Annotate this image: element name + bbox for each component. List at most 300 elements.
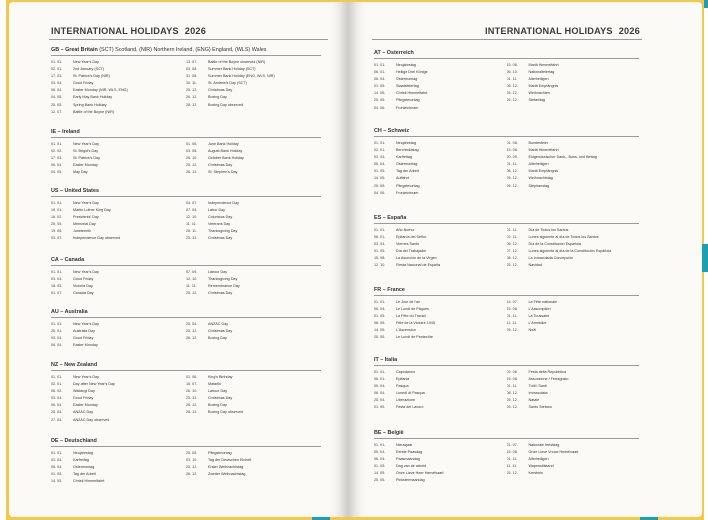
country-section-au [51,309,321,349]
holiday-name: Tag der Arbeit [73,472,96,477]
holiday-name: Good Friday [73,396,94,401]
holiday-name: Pfingstmontag [396,98,420,103]
holiday-name: Fête de la Victoire 1945 [396,321,435,326]
holiday-name: Summer Bank Holiday (SCT) [208,67,256,72]
holiday-row [507,140,640,147]
holiday-name: Le Lundi de Pâques [396,307,429,312]
country-section-ca [51,257,321,297]
holiday-columns [51,374,321,424]
holiday-date: 25. 12. [186,396,198,401]
holiday-row [186,200,321,207]
country-section-fr [374,287,639,342]
holiday-name: Tutti i Santi [528,384,547,389]
holiday-date: 06. 02. [51,389,63,394]
country-name: België [387,430,404,436]
holiday-date: 14. 05. [374,91,386,96]
holiday-row [51,169,186,176]
holiday-row [186,148,321,155]
holiday-date: 18. 05. [51,284,63,289]
holiday-row [51,162,186,169]
holiday-row [374,470,507,477]
holiday-name: Le Jour de l'an [396,300,421,304]
holiday-date: 12. 10. [374,263,386,268]
holiday-name: Eidgenössischer Dank-, Buss- und Bettag [528,155,597,160]
holiday-name: Thanksgiving Day [208,229,238,234]
holiday-name: Ostermontag [73,465,95,470]
holiday-row [507,470,640,477]
holiday-row [186,80,321,87]
holiday-date: 13. 07. [186,60,198,64]
holiday-date: 25. 12. [506,471,518,476]
holiday-row [507,376,640,383]
holiday-name: King's Birthday [208,375,233,379]
country-title: CA – Canada [51,257,321,266]
holiday-row [186,235,321,242]
holiday-name: Labour Day [208,270,228,274]
country-code: FR [374,287,382,293]
holiday-column [374,369,507,412]
holiday-name: St. Patrick's Day [73,156,100,161]
holiday-row [186,388,321,395]
holiday-row [186,207,321,214]
holiday-row [374,190,507,197]
holiday-row [507,76,640,83]
holiday-name: Día de Todos los Santos [528,228,569,232]
holiday-row [186,328,321,335]
holiday-date: 07. 09. [186,208,198,213]
holiday-date: 06. 04. [374,457,386,462]
holiday-name: Paasmaandag [396,457,420,462]
holiday-row [51,290,186,297]
holiday-columns [51,321,321,349]
country-title: IE – Ireland [51,129,321,138]
holiday-name: Boxing Day [208,336,227,341]
holiday-row [374,299,507,306]
holiday-column [507,442,640,485]
holiday-date: 14. 07. [506,300,518,304]
holiday-date: 01. 06. [186,142,198,146]
holiday-date: 03. 04. [51,336,63,341]
holiday-date: 02. 11. [506,235,518,240]
holiday-name: Bundesfeier [528,141,549,145]
holiday-date: 06. 01. [374,377,386,382]
holiday-row [51,328,186,335]
holiday-row [374,241,507,248]
holiday-date: 27. 04. [51,417,63,422]
holiday-row [507,154,640,161]
country-code: ES [374,215,382,221]
holiday-name: Stefanitag [528,98,546,103]
holiday-name: Kerstmis [528,471,543,476]
holiday-row [51,388,186,395]
holiday-date: 06. 01. [374,235,386,240]
country-title: CH – Schweiz [374,128,639,137]
holiday-name: Mariä Himmelfahrt [528,63,559,67]
holiday-date: 31. 08. [186,74,198,79]
holiday-name: Presidents' Day [73,215,99,220]
holiday-date: 26. 12. [186,170,198,175]
country-code: AT [374,50,381,56]
holiday-name: ANZAC Day [73,410,94,415]
holiday-date: 01. 11. [506,228,518,232]
holiday-date: 01. 05. [374,405,386,410]
holiday-row [186,381,321,388]
holiday-row [374,248,507,255]
holiday-date: 25. 05. [186,451,198,455]
holiday-row [374,90,507,97]
holiday-date: 08. 12. [506,169,518,174]
holiday-date: 01. 01. [374,370,386,374]
holiday-column [51,374,186,424]
holiday-name: Juneteenth [73,229,92,234]
holiday-name: Festa della Repubblica [528,370,567,374]
holiday-name: Karfreitag [396,155,412,160]
holiday-column [374,227,507,270]
holiday-column [374,299,507,342]
holiday-row [374,76,507,83]
holiday-row [51,59,186,66]
country-section-at [374,50,639,112]
holiday-date: 01. 01. [51,201,63,205]
holiday-row [374,313,507,320]
holiday-date: 25. 04. [51,410,63,415]
holiday-date: 26. 10. [506,70,518,75]
holiday-row [374,154,507,161]
holiday-row [507,313,640,320]
holiday-date: 26. 01. [51,329,63,334]
holiday-row [507,299,640,306]
holiday-row [186,169,321,176]
holiday-date: 01. 08. [506,141,518,145]
holiday-date: 01. 11. [506,457,518,462]
holiday-date: 19. 06. [51,229,63,234]
holiday-column [374,62,507,112]
holiday-row [374,327,507,334]
holiday-row [186,87,321,94]
holiday-row [186,269,321,276]
holiday-date: 25. 12. [506,176,518,181]
holiday-row [186,162,321,169]
country-title: US – United States [51,188,321,197]
holiday-name: L'Assomption [528,307,551,312]
holiday-name: Erster Weihnachtstag [208,465,244,470]
holiday-name: Martin Luther King Day [73,208,111,213]
holiday-name: Spring Bank Holiday [73,102,107,107]
right-page [348,2,702,517]
holiday-date: 20. 09. [506,155,518,160]
holiday-row [374,168,507,175]
holiday-columns [374,299,639,342]
holiday-date: 01. 05. [374,169,386,174]
holiday-name: Capodanno [396,370,416,374]
holiday-name: Karfreitag [73,458,89,463]
holiday-column [51,200,186,243]
holiday-name: New Year's Day [73,375,99,379]
holiday-name: Wapenstilstand [528,464,554,469]
country-section-ie [51,129,321,176]
holiday-row [51,200,186,207]
country-code: BE [374,430,382,436]
holiday-name: Veterans Day [208,222,231,227]
holiday-name: Pfingstmontag [396,183,420,188]
holiday-date: 03. 04. [374,155,386,160]
holiday-name: New Year's Day [73,270,99,274]
country-title: ES – España [374,215,639,224]
holiday-date: 14. 05. [51,479,63,484]
holiday-name: St. Brigid's Day [73,149,99,154]
holiday-row [51,155,186,162]
holiday-row [51,457,186,464]
holiday-date: 01. 07. [51,291,63,296]
holiday-name: Mariä Empfängnis [528,169,559,174]
holiday-row [51,214,186,221]
holiday-row [507,255,640,262]
holiday-row [374,449,507,456]
holiday-date: 11. 11. [506,464,518,469]
holiday-row [374,255,507,262]
holiday-date: 04. 07. [186,201,198,205]
holiday-row [374,456,507,463]
holiday-name: October Bank Holiday [208,156,244,161]
holiday-column [374,442,507,485]
holiday-name: Weihnachten [528,91,550,96]
holiday-date: 26. 12. [186,95,198,100]
holiday-date: 25. 12. [506,398,518,403]
holiday-name: Día de la Constitución Española [528,242,581,247]
holiday-row [374,105,507,112]
holiday-row [51,73,186,80]
holiday-row [51,402,186,409]
holiday-name: Fiesta Nacional de España [396,263,441,268]
holiday-name: Allerheiligen [528,77,549,82]
holiday-name: Pinkstermaandag [396,478,425,483]
holiday-row [51,221,186,228]
holiday-date: 02. 01. [51,382,63,387]
country-name: Österreich [386,50,414,56]
holiday-name: Allerheiligen [528,457,549,462]
holiday-row [374,62,507,69]
holiday-row [374,383,507,390]
holiday-row [374,397,507,404]
holiday-row [51,66,186,73]
holiday-name: Victoria Day [73,284,93,289]
holiday-name: Summer Bank Holiday (ENG, WLS, NIR) [208,74,275,79]
country-section-gb [51,47,321,116]
holiday-name: Matariki [208,382,221,387]
holiday-columns [51,450,321,485]
holiday-row [507,306,640,313]
holiday-row [507,90,640,97]
holiday-date: 01. 11. [506,384,518,389]
holiday-row [507,161,640,168]
country-title: IT – Italia [374,357,639,366]
holiday-name: Good Friday [73,277,94,282]
holiday-row [51,228,186,235]
holiday-name: Good Friday [73,336,94,341]
holiday-name: Easter Monday (NIR, WLS, ENG) [73,88,128,93]
holiday-date: 03. 08. [186,67,198,72]
holiday-name: Epifania [396,377,410,382]
holiday-date: 15. 08. [374,256,386,261]
holiday-date: 15. 08. [506,377,518,382]
holiday-date: 01. 05. [374,84,386,89]
holiday-date: 06. 04. [374,162,386,167]
holiday-columns [374,369,639,412]
holiday-date: 01. 11. [506,77,518,82]
holiday-column [51,269,186,297]
holiday-name: Day after New Year's Day [73,382,115,387]
holiday-date: 06. 04. [51,465,63,470]
holiday-date: 01. 01. [374,443,386,447]
holiday-date: 25. 12. [506,263,518,268]
country-title: FR – France [374,287,639,296]
holiday-date: 14. 05. [374,471,386,476]
page-title: INTERNATIONAL HOLIDAYS [51,26,179,36]
holiday-name: Stephanstag [528,183,550,188]
holiday-name: Navidad [528,263,543,268]
holiday-name: Onze Lieve Heer Hemelvaart [396,471,444,476]
holiday-name: Neujahrstag [73,451,93,455]
holiday-date: 05. 04. [374,384,386,389]
holiday-date: 19. 01. [51,208,63,213]
holiday-columns [374,62,639,112]
country-name: Ireland [62,129,80,135]
holiday-date: 25. 12. [186,291,198,296]
holiday-date: 25. 05. [374,335,386,340]
country-name: France [387,287,405,293]
holiday-date: 01. 01. [51,270,63,274]
holiday-row [507,320,640,327]
holiday-date: 02. 01. [51,67,63,72]
holiday-name: Santo Stefano [528,405,552,410]
page-header [51,26,206,36]
holiday-name: Tag der Arbeit [396,169,419,174]
holiday-name: June Bank Holiday [208,142,239,146]
country-code: DE [51,438,59,444]
holiday-date: 26. 12. [186,472,198,477]
holiday-name: Columbus Day [208,215,233,220]
holiday-columns [51,59,321,116]
holiday-name: New Year's Day [73,322,99,326]
holiday-date: 05. 04. [374,450,386,455]
holiday-date: 11. 11. [186,222,197,227]
holiday-date: 17. 03. [51,74,63,79]
holiday-row [51,342,186,349]
holiday-date: 03. 04. [374,242,386,247]
holiday-date: 25. 12. [186,163,198,168]
holiday-name: Staatsfeiertag [396,84,419,89]
holiday-name: Auffahrt [396,176,409,181]
holiday-name: Easter Monday [73,403,98,408]
holiday-date: 02. 01. [374,148,386,153]
holiday-date: 30. 11. [186,81,198,86]
holiday-row [507,442,640,449]
holiday-column [507,369,640,412]
holiday-date: 11. 11. [506,321,518,326]
country-name: New Zealand [64,362,98,368]
holiday-date: 10. 07. [186,382,198,387]
holiday-column [507,62,640,112]
page-year: 2026 [618,26,640,36]
holiday-date: 08. 12. [506,391,518,396]
holiday-name: Viernes Santo [396,242,420,247]
country-code: NZ [51,362,59,368]
holiday-name: Onze Lieve Vrouw Hemelvaart [528,450,579,455]
holiday-name: Battle of the Boyne observed (NIR) [208,60,266,64]
holiday-name: New Year's Day [73,142,99,146]
holiday-name: Remembrance Day [208,284,240,289]
holiday-name: New Year's Day [73,60,99,64]
country-code: IE [51,129,57,135]
holiday-date: 03. 08. [186,149,198,154]
holiday-date: 25. 12. [186,465,198,470]
holiday-date: 06. 04. [374,307,386,312]
page-year: 2026 [184,26,207,36]
holiday-row [374,334,507,341]
holiday-date: 26. 12. [506,183,518,188]
holiday-date: 14. 05. [374,176,386,181]
holiday-row [374,306,507,313]
holiday-row [507,248,640,255]
holiday-column [51,59,186,116]
country-name: United States [64,188,99,194]
holiday-column [51,321,186,349]
holiday-row [186,276,321,283]
country-name: Schweiz [387,128,410,134]
holiday-date: 17. 03. [51,156,63,161]
holiday-column [51,141,186,176]
holiday-row [51,283,186,290]
header-divider [372,39,642,40]
country-code: US [51,188,59,194]
country-name: Deutschland [64,438,97,444]
holiday-date: 04. 06. [374,105,386,110]
holiday-name: Immacolata [528,391,548,396]
holiday-name: L'Ascension [396,328,416,333]
holiday-column [507,227,640,270]
holiday-date: 01. 11. [506,162,518,167]
holiday-date: 12. 10. [186,277,198,282]
country-name: España [387,215,407,221]
holiday-date: 25. 04. [186,322,198,326]
holiday-row [507,327,640,334]
country-section-be [374,430,639,485]
holiday-name: Early May Bank Holiday [73,95,113,100]
holiday-name: Berchtoldstag [396,148,419,153]
holiday-name: Boxing Day observed [208,410,244,415]
holiday-row [51,148,186,155]
left-page [9,2,348,517]
holiday-date: 01. 05. [51,472,63,477]
holiday-date: 04. 05. [51,170,63,175]
holiday-name: Independence Day observed [73,236,121,241]
holiday-name: Thanksgiving Day [208,277,238,282]
country-name: Australia [64,309,88,315]
holiday-row [507,397,640,404]
holiday-name: August Bank Holiday [208,149,243,154]
holiday-row [507,383,640,390]
holiday-date: 03. 04. [51,396,63,401]
holiday-date: 01. 01. [51,142,63,146]
country-name: Italia [384,357,398,363]
holiday-name: Labour Day [208,389,228,394]
holiday-name: Weihnachtstag [528,176,553,181]
holiday-row [186,457,321,464]
holiday-date: 25. 12. [506,328,518,333]
ribbon-band-top [704,0,708,8]
holiday-name: La Fête nationale [528,300,557,304]
country-title: AU – Australia [51,309,321,318]
